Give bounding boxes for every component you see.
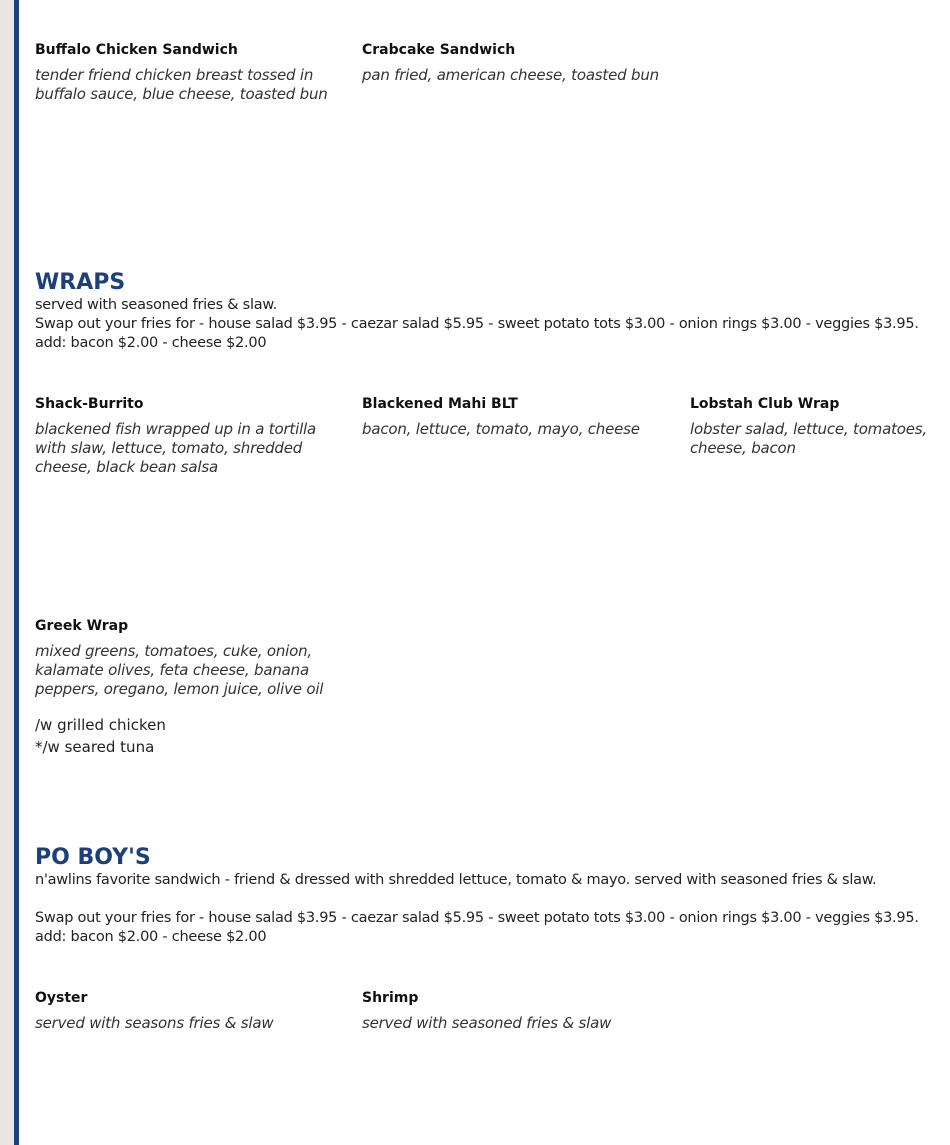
poboys-section-header [35,845,935,947]
poboys-add-options: add: bacon $2.00 - cheese $2.00 [35,929,267,945]
menu-item-lobstah-club-wrap [690,395,935,458]
menu-item-name: Shrimp [362,990,419,1006]
section-title-poboys: PO BOY'S [35,845,151,870]
wraps-add-options: add: bacon $2.00 - cheese $2.00 [35,335,267,351]
poboys-swap-options: Swap out your fries for - house salad $3.95 - caezar salad $5.95 - sweet potato tots $3.00 - onion rings $3.00 - veggies $3.95. [35,910,919,926]
menu-item-description: lobster salad, lettuce, tomatoes, cheese, bacon [690,420,927,457]
menu-item-crabcake-sandwich [362,41,662,85]
menu-item-name: Shack-Burrito [35,396,144,412]
greek-wrap-addon-tuna: */w seared tuna [35,738,155,756]
menu-item-name: Greek Wrap [35,618,129,634]
menu-item-description: blackened fish wrapped up in a tortilla with slaw, lettuce, tomato, shredded cheese, black bean salsa [35,420,316,476]
menu-item-greek-wrap [35,617,335,758]
left-accent-bar [14,0,19,1145]
menu-item-name: Blackened Mahi BLT [362,396,518,412]
wraps-section-header [35,270,935,353]
menu-item-description: pan fried, american cheese, toasted bun [362,66,659,84]
menu-item-shack-burrito [35,395,335,477]
menu-item-description: mixed greens, tomatoes, cuke, onion, kalamate olives, feta cheese, banana peppers, oregano, lemon juice, olive oil [35,642,324,698]
menu-item-buffalo-chicken-sandwich [35,41,335,104]
menu-item-description: bacon, lettuce, tomato, mayo, cheese [362,420,640,438]
wraps-served-with: served with seasoned fries & slaw. [35,297,278,313]
menu-item-oyster [35,989,335,1033]
menu-item-description: tender friend chicken breast tossed in buffalo sauce, blue cheese, toasted bun [35,66,328,103]
menu-item-name: Lobstah Club Wrap [690,396,840,412]
menu-item-name: Oyster [35,990,88,1006]
left-gutter [0,0,14,1145]
menu-item-name: Buffalo Chicken Sandwich [35,42,238,58]
menu-item-shrimp [362,989,662,1033]
menu-item-blackened-mahi-blt [362,395,662,439]
section-title-wraps: WRAPS [35,270,126,295]
menu-item-description: served with seasoned fries & slaw [362,1014,612,1032]
wraps-swap-options: Swap out your fries for - house salad $3.95 - caezar salad $5.95 - sweet potato tots $3.00 - onion rings $3.00 - veggies $3.95. [35,316,919,332]
poboys-description: n'awlins favorite sandwich - friend & dressed with shredded lettuce, tomato & mayo. served with seasoned fries & slaw. [35,872,877,888]
greek-wrap-addon-chicken: /w grilled chicken [35,716,166,734]
menu-item-name: Crabcake Sandwich [362,42,516,58]
menu-item-description: served with seasons fries & slaw [35,1014,274,1032]
